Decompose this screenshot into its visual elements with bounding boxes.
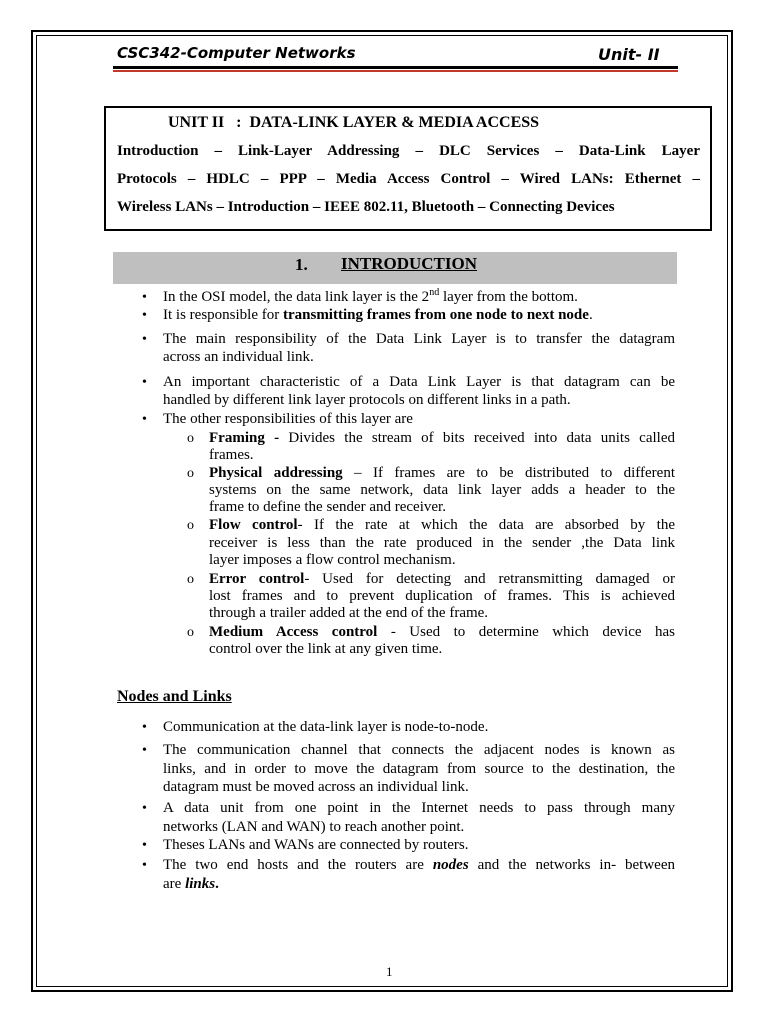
- sub-error-line: lost frames and to prevent duplication of frames. This is achieved: [209, 588, 675, 604]
- nodes-bullet-1: Communication at the data-link layer is node-to-node.: [163, 719, 489, 735]
- bullet-icon: •: [142, 308, 147, 323]
- intro-bullet-3-line: across an individual link.: [163, 349, 314, 365]
- sub-physical-line: systems on the same network, data link layer adds a header to the: [209, 482, 675, 498]
- syllabus-line: Introduction – Link-Layer Addressing – DLC Services – Data-Link Layer: [117, 143, 700, 159]
- sub-mac-line: control over the link at any given time.: [209, 641, 443, 657]
- nodes-bullet-4: Theses LANs and WANs are connected by routers.: [163, 837, 469, 853]
- sub-physical-line: Physical addressing – If frames are to be distributed to different: [209, 465, 675, 481]
- intro-bullet-1: In the OSI model, the data link layer is the 2nd layer from the bottom.: [163, 287, 578, 305]
- nodes-bullet-3-line: networks (LAN and WAN) to reach another point.: [163, 819, 465, 835]
- sub-framing-line: frames.: [209, 447, 254, 463]
- bullet-icon: •: [142, 743, 147, 758]
- header-rule-accent: [113, 70, 678, 72]
- intro-bullet-3-line: The main responsibility of the Data Link Layer is to transfer the datagram: [163, 331, 675, 347]
- bullet-icon: •: [142, 858, 147, 873]
- section-heading-bar: [113, 252, 677, 284]
- syllabus-line: Wireless LANs – Introduction – IEEE 802.11, Bluetooth – Connecting Devices: [117, 199, 615, 215]
- sub-flow-line: Flow control- If the rate at which the data are absorbed by the: [209, 517, 675, 533]
- bullet-icon: •: [142, 332, 147, 347]
- circle-bullet-icon: o: [187, 518, 194, 533]
- bullet-icon: •: [142, 801, 147, 816]
- bullet-icon: •: [142, 838, 147, 853]
- sub-framing-line: Framing - Divides the stream of bits received into data units called: [209, 430, 675, 446]
- bullet-icon: •: [142, 290, 147, 305]
- circle-bullet-icon: o: [187, 431, 194, 446]
- bullet-icon: •: [142, 412, 147, 427]
- sub-error-line: through a trailer added at the end of the frame.: [209, 605, 489, 621]
- nodes-bullet-2-line: The communication channel that connects the adjacent nodes is known as: [163, 742, 675, 758]
- syllabus-line: Protocols – HDLC – PPP – Media Access Control – Wired LANs: Ethernet –: [117, 171, 700, 187]
- sub-flow-line: layer imposes a flow control mechanism.: [209, 552, 456, 568]
- bullet-icon: •: [142, 720, 147, 735]
- syllabus-box: [104, 106, 712, 231]
- nodes-bullet-5-line: are links.: [163, 876, 219, 892]
- nodes-bullet-2-line: links, and in order to move the datagram from source to the destination, the: [163, 761, 675, 777]
- nodes-links-heading: Nodes and Links: [117, 688, 232, 705]
- syllabus-title: UNIT II : DATA-LINK LAYER & MEDIA ACCESS: [168, 114, 540, 131]
- nodes-bullet-5-line: The two end hosts and the routers are nodes and the networks in- between: [163, 857, 675, 873]
- page-number: 1: [386, 964, 393, 979]
- sub-error-line: Error control- Used for detecting and retransmitting damaged or: [209, 571, 675, 587]
- intro-bullet-4-line: An important characteristic of a Data Link Layer is that datagram can be: [163, 374, 675, 390]
- intro-bullet-5: The other responsibilities of this layer are: [163, 411, 413, 427]
- section-number: 1.: [295, 255, 308, 274]
- bullet-icon: •: [142, 375, 147, 390]
- section-title: INTRODUCTION: [341, 254, 478, 273]
- sub-physical-line: frame to define the sender and receiver.: [209, 499, 446, 515]
- course-header: CSC342-Computer Networks: [117, 44, 356, 62]
- intro-bullet-2: It is responsible for transmitting frames from one node to next node.: [163, 307, 593, 323]
- circle-bullet-icon: o: [187, 466, 194, 481]
- sub-flow-line: receiver is less than the rate produced in the sender ,the Data link: [209, 535, 675, 551]
- unit-header: Unit- II: [598, 45, 660, 64]
- nodes-bullet-2-line: datagram must be moved across an individual link.: [163, 779, 469, 795]
- circle-bullet-icon: o: [187, 625, 194, 640]
- circle-bullet-icon: o: [187, 572, 194, 587]
- nodes-bullet-3-line: A data unit from one point in the Internet needs to pass through many: [163, 800, 675, 816]
- header-rule: [113, 66, 678, 69]
- sub-mac-line: Medium Access control - Used to determine which device has: [209, 624, 675, 640]
- intro-bullet-4-line: handled by different link layer protocols on different links in a path.: [163, 392, 571, 408]
